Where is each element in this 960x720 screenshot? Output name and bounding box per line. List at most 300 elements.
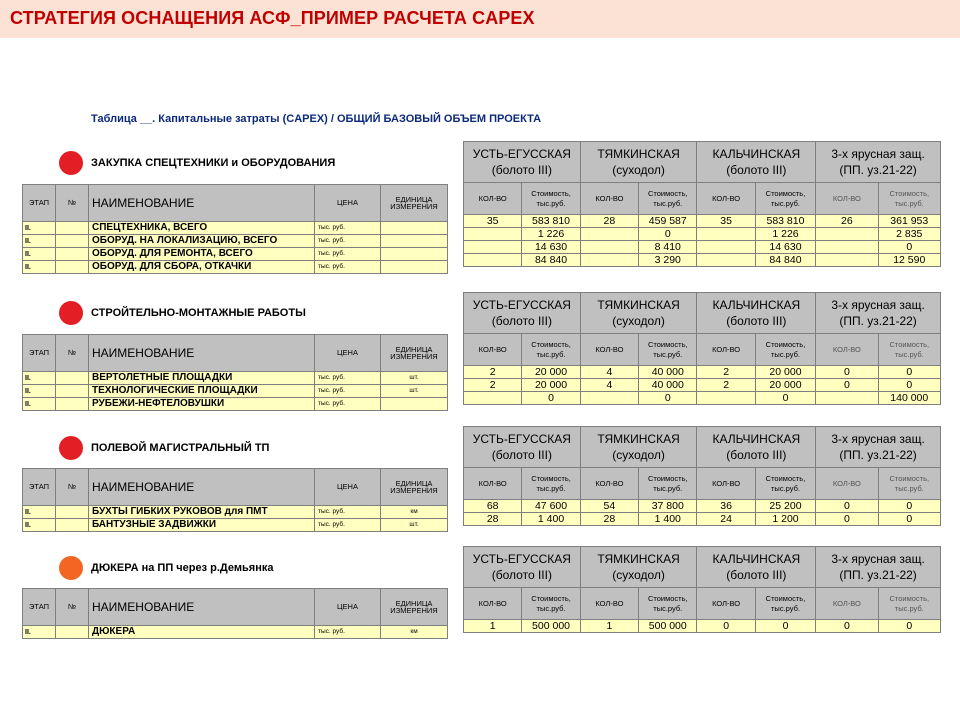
- table-row: [23, 372, 448, 385]
- cost-header-line2: тыс.руб.: [536, 603, 566, 613]
- field-subheader-row: [464, 588, 941, 620]
- row-etap: II.: [23, 519, 56, 532]
- field-name: КАЛЬЧИНСКАЯ: [712, 147, 801, 161]
- field-header: [816, 142, 941, 183]
- field-header: [697, 547, 816, 588]
- values-row: [464, 620, 941, 633]
- field-title-row: [464, 142, 941, 183]
- table-row: [23, 385, 448, 398]
- field-title-row: [464, 293, 941, 334]
- field-header: [464, 142, 581, 183]
- qty-header: КОЛ-ВО: [580, 183, 638, 215]
- qty-cell: [697, 241, 755, 254]
- cost-header-line1: Стоимость,: [531, 593, 571, 603]
- qty-cell: [580, 392, 638, 405]
- cost-cell: 0: [878, 513, 940, 526]
- cost-header: [639, 468, 697, 500]
- qty-header: КОЛ-ВО: [464, 468, 522, 500]
- qty-cell: 4: [580, 366, 638, 379]
- cost-header: [755, 468, 815, 500]
- row-etap: II.: [23, 261, 56, 274]
- header-name: НАИМЕНОВАНИЕ: [89, 185, 315, 222]
- section-marker-dot: [59, 151, 83, 175]
- cost-cell: 0: [522, 392, 580, 405]
- cost-cell: 40 000: [639, 366, 697, 379]
- row-name: ДЮКЕРА: [89, 626, 315, 639]
- qty-cell: [580, 254, 638, 267]
- cost-cell: 500 000: [639, 620, 697, 633]
- row-etap: II.: [23, 235, 56, 248]
- values-row: [464, 513, 941, 526]
- row-unit: [381, 222, 448, 235]
- qty-cell: [816, 228, 878, 241]
- cost-header-line2: тыс.руб.: [771, 349, 800, 359]
- table-row: [23, 519, 448, 532]
- header-price: ЦЕНА: [315, 589, 381, 626]
- section-marker-dot: [59, 556, 83, 580]
- field-name: КАЛЬЧИНСКАЯ: [712, 552, 801, 566]
- qty-cell: [464, 254, 522, 267]
- field-header: [464, 427, 581, 468]
- cost-header-line1: Стоимость,: [889, 593, 930, 603]
- row-num: [56, 235, 89, 248]
- field-name: КАЛЬЧИНСКАЯ: [712, 298, 801, 312]
- qty-cell: 1: [580, 620, 638, 633]
- table-row: [23, 222, 448, 235]
- row-num: [56, 519, 89, 532]
- cost-cell: 1 226: [522, 228, 580, 241]
- qty-cell: [697, 254, 755, 267]
- qty-header: КОЛ-ВО: [697, 468, 755, 500]
- header-unit-line1: ЕДИНИЦА: [395, 478, 433, 488]
- row-etap: II.: [23, 248, 56, 261]
- field-header: [464, 293, 581, 334]
- cost-cell: 84 840: [522, 254, 580, 267]
- qty-cell: [464, 228, 522, 241]
- cost-header-line2: тыс.руб.: [653, 603, 683, 613]
- field-header: [697, 293, 816, 334]
- field-terrain: (болото III): [726, 163, 787, 177]
- cost-cell: 1 226: [755, 228, 815, 241]
- row-price: тыс. руб.: [315, 506, 381, 519]
- field-name: ТЯМКИНСКАЯ: [597, 432, 680, 446]
- cost-header-line2: тыс.руб.: [894, 603, 924, 613]
- field-header: [580, 142, 697, 183]
- cost-header: [522, 334, 580, 366]
- row-num: [56, 261, 89, 274]
- row-unit: шт.: [381, 519, 448, 532]
- cost-cell: 3 290: [639, 254, 697, 267]
- section-title: СТРОЙТЕЛЬНО-МОНТАЖНЫЕ РАБОТЫ: [91, 307, 306, 319]
- field-name: 3-х ярусная защ.: [831, 552, 925, 566]
- table-row: [23, 506, 448, 519]
- row-etap: II.: [23, 385, 56, 398]
- row-unit: км: [381, 506, 448, 519]
- cost-cell: 84 840: [755, 254, 815, 267]
- section-fields-table: [463, 546, 941, 633]
- cost-cell: 2 835: [878, 228, 940, 241]
- field-terrain: (ПП. уз.21-22): [839, 568, 917, 582]
- row-name: СПЕЦТЕХНИКА, ВСЕГО: [89, 222, 315, 235]
- cost-cell: 0: [878, 379, 940, 392]
- values-row: [464, 392, 941, 405]
- field-terrain: (болото III): [491, 314, 552, 328]
- field-name: УСТЬ-ЕГУССКАЯ: [472, 147, 571, 161]
- cost-header-line1: Стоимость,: [889, 188, 930, 198]
- cost-cell: 14 630: [522, 241, 580, 254]
- row-price: тыс. руб.: [315, 398, 381, 411]
- header-unit-line2: ИЗМЕРЕНИЯ: [390, 352, 438, 361]
- section-title: ЗАКУПКА СПЕЦТЕХНИКИ и ОБОРУДОВАНИЯ: [91, 157, 336, 169]
- qty-cell: 4: [580, 379, 638, 392]
- row-unit: [381, 235, 448, 248]
- header-unit: [381, 469, 448, 506]
- table-row: [23, 261, 448, 274]
- cost-cell: 0: [878, 366, 940, 379]
- cost-cell: 1 200: [755, 513, 815, 526]
- header-name: НАИМЕНОВАНИЕ: [89, 469, 315, 506]
- cost-cell: 140 000: [878, 392, 940, 405]
- header-row: [23, 185, 448, 222]
- qty-header: КОЛ-ВО: [580, 588, 638, 620]
- field-terrain: (болото III): [726, 568, 787, 582]
- cost-header: [639, 183, 697, 215]
- qty-header: КОЛ-ВО: [816, 588, 878, 620]
- cost-header-line2: тыс.руб.: [894, 349, 924, 359]
- field-name: 3-х ярусная защ.: [831, 147, 925, 161]
- header-price: ЦЕНА: [315, 335, 381, 372]
- table-row: [23, 398, 448, 411]
- field-name: 3-х ярусная защ.: [831, 432, 925, 446]
- qty-cell: 1: [464, 620, 522, 633]
- cost-header: [878, 183, 940, 215]
- qty-cell: 2: [464, 379, 522, 392]
- cost-cell: 47 600: [522, 500, 580, 513]
- qty-cell: [697, 392, 755, 405]
- field-terrain: (ПП. уз.21-22): [839, 163, 917, 177]
- row-price: тыс. руб.: [315, 222, 381, 235]
- cost-header-line2: тыс.руб.: [894, 198, 924, 208]
- field-name: ТЯМКИНСКАЯ: [597, 298, 680, 312]
- qty-header: КОЛ-ВО: [464, 588, 522, 620]
- qty-cell: [816, 241, 878, 254]
- cost-cell: 14 630: [755, 241, 815, 254]
- cost-cell: 1 400: [639, 513, 697, 526]
- field-name: КАЛЬЧИНСКАЯ: [712, 432, 801, 446]
- row-unit: шт.: [381, 385, 448, 398]
- qty-cell: 2: [697, 366, 755, 379]
- cost-header-line1: Стоимость,: [765, 473, 806, 483]
- cost-cell: 0: [878, 620, 940, 633]
- values-row: [464, 215, 941, 228]
- qty-header: КОЛ-ВО: [580, 468, 638, 500]
- header-num: №: [56, 589, 89, 626]
- cost-cell: 40 000: [639, 379, 697, 392]
- qty-cell: 35: [464, 215, 522, 228]
- values-row: [464, 379, 941, 392]
- cost-header: [755, 334, 815, 366]
- qty-cell: 0: [816, 366, 878, 379]
- cost-cell: 583 810: [522, 215, 580, 228]
- field-header: [816, 427, 941, 468]
- qty-cell: 68: [464, 500, 522, 513]
- table-row: [23, 248, 448, 261]
- row-price: тыс. руб.: [315, 248, 381, 261]
- row-num: [56, 506, 89, 519]
- header-unit-line1: ЕДИНИЦА: [395, 344, 433, 354]
- cost-cell: 0: [755, 392, 815, 405]
- field-header: [580, 293, 697, 334]
- field-title-row: [464, 427, 941, 468]
- row-price: тыс. руб.: [315, 235, 381, 248]
- cost-header: [639, 334, 697, 366]
- qty-cell: 28: [580, 215, 638, 228]
- cost-header: [522, 588, 580, 620]
- field-subheader-row: [464, 468, 941, 500]
- field-terrain: (болото III): [491, 568, 552, 582]
- qty-cell: 35: [697, 215, 755, 228]
- cost-header: [755, 588, 815, 620]
- qty-header: КОЛ-ВО: [697, 183, 755, 215]
- row-unit: [381, 261, 448, 274]
- section-items-table: [22, 468, 448, 532]
- cost-cell: 8 410: [639, 241, 697, 254]
- qty-cell: 54: [580, 500, 638, 513]
- cost-cell: 37 800: [639, 500, 697, 513]
- cost-header-line1: Стоимость,: [889, 339, 930, 349]
- qty-header: КОЛ-ВО: [464, 334, 522, 366]
- cost-header-line1: Стоимость,: [531, 188, 571, 198]
- slide-title: СТРАТЕГИЯ ОСНАЩЕНИЯ АСФ_ПРИМЕР РАСЧЕТА CAPEX: [10, 8, 535, 28]
- cost-header-line2: тыс.руб.: [894, 483, 924, 493]
- qty-cell: [464, 241, 522, 254]
- cost-cell: 0: [639, 392, 697, 405]
- header-row: [23, 335, 448, 372]
- cost-header-line1: Стоимость,: [647, 188, 688, 198]
- cost-header: [755, 183, 815, 215]
- cost-header-line1: Стоимость,: [647, 593, 688, 603]
- cost-header: [878, 588, 940, 620]
- cost-header-line1: Стоимость,: [647, 473, 688, 483]
- qty-header: КОЛ-ВО: [816, 334, 878, 366]
- qty-cell: 28: [580, 513, 638, 526]
- cost-header-line1: Стоимость,: [647, 339, 688, 349]
- row-unit: [381, 398, 448, 411]
- row-name: ОБОРУД. ДЛЯ РЕМОНТА, ВСЕГО: [89, 248, 315, 261]
- row-price: тыс. руб.: [315, 372, 381, 385]
- cost-cell: 1 400: [522, 513, 580, 526]
- row-unit: шт.: [381, 372, 448, 385]
- section-fields-table: [463, 141, 941, 267]
- row-name: ТЕХНОЛОГИЧЕСКИЕ ПЛОЩАДКИ: [89, 385, 315, 398]
- row-name: РУБЕЖИ-НЕФТЕЛОВУШКИ: [89, 398, 315, 411]
- cost-header: [639, 588, 697, 620]
- header-unit: [381, 589, 448, 626]
- header-unit: [381, 335, 448, 372]
- cost-header-line1: Стоимость,: [765, 188, 806, 198]
- field-header: [697, 427, 816, 468]
- cost-header-line2: тыс.руб.: [536, 198, 566, 208]
- field-subheader-row: [464, 183, 941, 215]
- qty-cell: 0: [697, 620, 755, 633]
- qty-cell: [816, 254, 878, 267]
- row-num: [56, 248, 89, 261]
- cost-header-line2: тыс.руб.: [771, 198, 800, 208]
- qty-cell: 24: [697, 513, 755, 526]
- table-row: [23, 626, 448, 639]
- section-title: ПОЛЕВОЙ МАГИСТРАЛЬНЫЙ ТП: [91, 442, 270, 454]
- cost-header-line2: тыс.руб.: [653, 349, 683, 359]
- header-num: №: [56, 185, 89, 222]
- field-terrain: (суходол): [612, 314, 665, 328]
- field-name: ТЯМКИНСКАЯ: [597, 147, 680, 161]
- qty-header: КОЛ-ВО: [816, 183, 878, 215]
- header-etap: ЭТАП: [23, 589, 56, 626]
- cost-header-line2: тыс.руб.: [653, 198, 683, 208]
- qty-header: КОЛ-ВО: [580, 334, 638, 366]
- field-subheader-row: [464, 334, 941, 366]
- values-row: [464, 366, 941, 379]
- qty-cell: [464, 392, 522, 405]
- header-unit-line1: ЕДИНИЦА: [395, 598, 433, 608]
- header-etap: ЭТАП: [23, 185, 56, 222]
- cost-header-line1: Стоимость,: [531, 473, 571, 483]
- row-price: тыс. руб.: [315, 519, 381, 532]
- field-header: [816, 547, 941, 588]
- row-price: тыс. руб.: [315, 385, 381, 398]
- section-items-table: [22, 588, 448, 639]
- header-name: НАИМЕНОВАНИЕ: [89, 589, 315, 626]
- header-row: [23, 469, 448, 506]
- row-unit: км: [381, 626, 448, 639]
- values-row: [464, 254, 941, 267]
- field-title-row: [464, 547, 941, 588]
- cost-cell: 0: [878, 241, 940, 254]
- row-price: тыс. руб.: [315, 626, 381, 639]
- row-etap: II.: [23, 398, 56, 411]
- row-etap: II.: [23, 372, 56, 385]
- cost-cell: 0: [755, 620, 815, 633]
- field-header: [464, 547, 581, 588]
- qty-cell: 26: [816, 215, 878, 228]
- cost-header-line2: тыс.руб.: [536, 483, 566, 493]
- qty-header: КОЛ-ВО: [816, 468, 878, 500]
- row-price: тыс. руб.: [315, 261, 381, 274]
- qty-cell: 0: [816, 500, 878, 513]
- qty-cell: 2: [464, 366, 522, 379]
- field-terrain: (суходол): [612, 568, 665, 582]
- cost-cell: 0: [878, 500, 940, 513]
- qty-cell: 28: [464, 513, 522, 526]
- cost-cell: 20 000: [755, 379, 815, 392]
- field-header: [697, 142, 816, 183]
- values-row: [464, 500, 941, 513]
- cost-header: [522, 468, 580, 500]
- section-fields-table: [463, 292, 941, 405]
- field-header: [816, 293, 941, 334]
- cost-header-line1: Стоимость,: [765, 339, 806, 349]
- cost-cell: 20 000: [522, 379, 580, 392]
- header-unit-line2: ИЗМЕРЕНИЯ: [390, 486, 438, 495]
- header-row: [23, 589, 448, 626]
- qty-cell: [816, 392, 878, 405]
- cost-header: [878, 468, 940, 500]
- cost-cell: 0: [639, 228, 697, 241]
- row-etap: II.: [23, 626, 56, 639]
- cost-header-line2: тыс.руб.: [653, 483, 683, 493]
- field-header: [580, 427, 697, 468]
- field-terrain: (ПП. уз.21-22): [839, 448, 917, 462]
- cost-header-line1: Стоимость,: [765, 593, 806, 603]
- cost-cell: 361 953: [878, 215, 940, 228]
- cost-header-line1: Стоимость,: [531, 339, 571, 349]
- cost-header-line1: Стоимость,: [889, 473, 930, 483]
- cost-header-line2: тыс.руб.: [771, 603, 800, 613]
- row-name: ОБОРУД. НА ЛОКАЛИЗАЦИЮ, ВСЕГО: [89, 235, 315, 248]
- row-name: ВЕРТОЛЕТНЫЕ ПЛОЩАДКИ: [89, 372, 315, 385]
- field-terrain: (болото III): [491, 448, 552, 462]
- values-row: [464, 241, 941, 254]
- cost-cell: 20 000: [522, 366, 580, 379]
- cost-cell: 500 000: [522, 620, 580, 633]
- section-marker-dot: [59, 301, 83, 325]
- field-terrain: (суходол): [612, 448, 665, 462]
- cost-header-line2: тыс.руб.: [536, 349, 566, 359]
- qty-header: КОЛ-ВО: [697, 588, 755, 620]
- cost-cell: 583 810: [755, 215, 815, 228]
- row-num: [56, 398, 89, 411]
- section-marker-dot: [59, 436, 83, 460]
- cost-header-line2: тыс.руб.: [771, 483, 800, 493]
- field-name: 3-х ярусная защ.: [831, 298, 925, 312]
- qty-cell: [697, 228, 755, 241]
- header-price: ЦЕНА: [315, 185, 381, 222]
- header-price: ЦЕНА: [315, 469, 381, 506]
- header-etap: ЭТАП: [23, 335, 56, 372]
- field-name: ТЯМКИНСКАЯ: [597, 552, 680, 566]
- row-name: БУХТЫ ГИБКИХ РУКОВОВ для ПМТ: [89, 506, 315, 519]
- section-items-table: [22, 184, 448, 274]
- row-etap: II.: [23, 506, 56, 519]
- field-name: УСТЬ-ЕГУССКАЯ: [472, 432, 571, 446]
- field-terrain: (болото III): [726, 448, 787, 462]
- cost-cell: 459 587: [639, 215, 697, 228]
- section-title: ДЮКЕРА на ПП через р.Демьянка: [91, 562, 274, 574]
- values-row: [464, 228, 941, 241]
- section-items-table: [22, 334, 448, 411]
- table-row: [23, 235, 448, 248]
- field-terrain: (суходол): [612, 163, 665, 177]
- header-unit-line2: ИЗМЕРЕНИЯ: [390, 202, 438, 211]
- cost-header: [522, 183, 580, 215]
- row-name: ОБОРУД. ДЛЯ СБОРА, ОТКАЧКИ: [89, 261, 315, 274]
- header-unit: [381, 185, 448, 222]
- header-etap: ЭТАП: [23, 469, 56, 506]
- field-header: [580, 547, 697, 588]
- table-caption: Таблица __. Капитальные затраты (CAPEX) / ОБЩИЙ БАЗОВЫЙ ОБЪЕМ ПРОЕКТА: [91, 113, 542, 125]
- qty-cell: 0: [816, 513, 878, 526]
- field-terrain: (болото III): [726, 314, 787, 328]
- row-unit: [381, 248, 448, 261]
- row-num: [56, 385, 89, 398]
- qty-cell: 2: [697, 379, 755, 392]
- row-num: [56, 626, 89, 639]
- qty-cell: 0: [816, 379, 878, 392]
- qty-cell: 0: [816, 620, 878, 633]
- cost-cell: 12 590: [878, 254, 940, 267]
- section-fields-table: [463, 426, 941, 526]
- qty-header: КОЛ-ВО: [697, 334, 755, 366]
